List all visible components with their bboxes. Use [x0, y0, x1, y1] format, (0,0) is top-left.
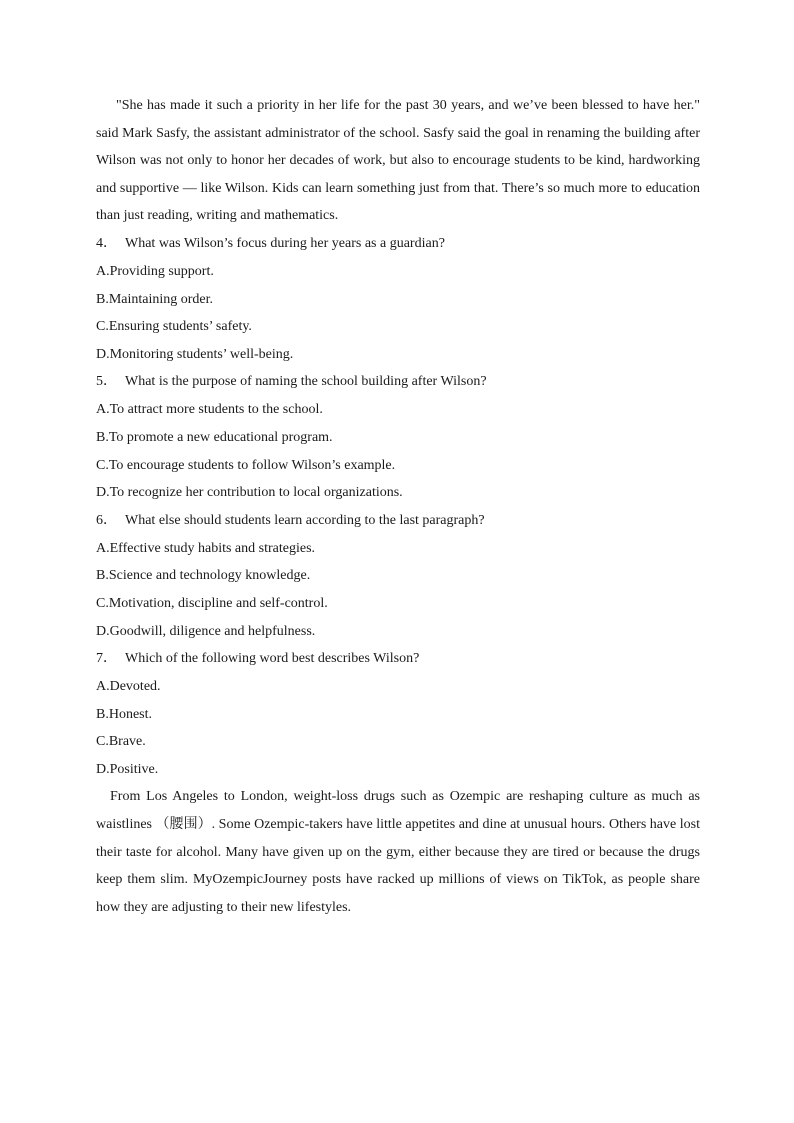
option-d: D.To recognize her contribution to local organizations. [96, 485, 403, 501]
option-b: B.To promote a new educational program. [96, 429, 333, 445]
question-number: 5． [96, 374, 117, 390]
next-passage-paragraph: From Los Angeles to London, weight-loss drugs such as Ozempic are reshaping culture as much as waistlines （腰围）. Some Ozempic-takers have little appetites and dine at unusual hours. Others have lost their taste for alcohol. Many have given up on the gym, either because they are tired or because the drugs keep them slim. MyOzempicJourney posts have racked up millions of views on TikTok, as people share how they are adjusting to their new lifestyles. [96, 789, 700, 915]
option-d: D.Goodwill, diligence and helpfulness. [96, 623, 316, 639]
question-text: What was Wilson’s focus during her years as a guardian? [125, 235, 445, 251]
option-c: C.Motivation, discipline and self-control. [96, 595, 328, 611]
question-stem [96, 230, 700, 258]
option-a: A.Devoted. [96, 679, 161, 695]
question-stem [96, 368, 700, 396]
question-text: Which of the following word best describes Wilson? [125, 651, 420, 667]
question-stem [96, 507, 700, 535]
question-number: 4． [96, 235, 117, 251]
option-b: B.Science and technology knowledge. [96, 568, 311, 584]
option-a: A.Providing support. [96, 263, 214, 279]
option-a: A.To attract more students to the school. [96, 402, 323, 418]
option-c: C.To encourage students to follow Wilson’s example. [96, 457, 396, 473]
option-d: D.Monitoring students’ well-being. [96, 346, 294, 362]
question-5 [96, 368, 700, 506]
passage-paragraph: "She has made it such a priority in her life for the past 30 years, and we’ve been blessed to have her." said Mark Sasfy, the assistant administrator of the school. Sasfy said the goal in renaming the building after Wilson was not only to honor her decades of work, but also to encourage students to be kind, hardworking and supportive — like Wilson. Kids can learn something just from that. There’s so much more to education than just reading, writing and mathematics. [96, 98, 700, 224]
option-b: B.Honest. [96, 706, 152, 722]
option-b: B.Maintaining order. [96, 291, 214, 307]
question-4 [96, 230, 700, 368]
question-text: What else should students learn according to the last paragraph? [125, 512, 485, 528]
question-stem [96, 645, 700, 673]
option-d: D.Positive. [96, 761, 159, 777]
question-number: 7． [96, 651, 117, 667]
option-c: C.Brave. [96, 734, 146, 750]
question-7 [96, 645, 700, 783]
question-text: What is the purpose of naming the school building after Wilson? [125, 374, 487, 390]
option-a: A.Effective study habits and strategies. [96, 540, 316, 556]
option-c: C.Ensuring students’ safety. [96, 319, 252, 335]
question-6 [96, 507, 700, 645]
document-page [96, 92, 700, 921]
question-number: 6． [96, 512, 117, 528]
